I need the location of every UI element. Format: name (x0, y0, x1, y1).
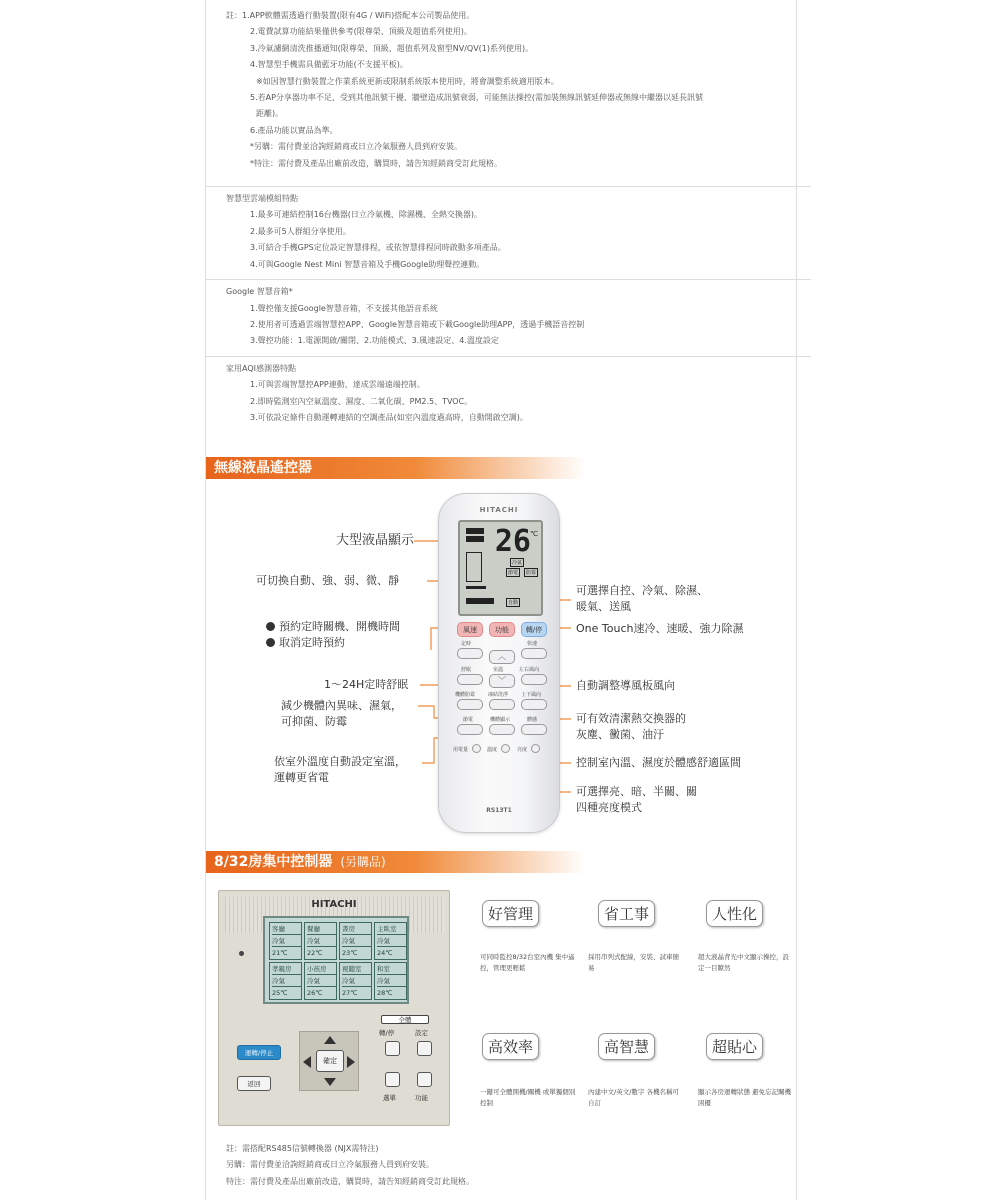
controller-function-label: 功能 (415, 1094, 428, 1102)
aqi-item: 3.可依設定條件自動運轉連結的空調產品(如室內溫度過高時，自動開啟空調)。 (250, 412, 528, 422)
note-line: ※如因智慧行動裝置之作業系統更新或限制系統版本使用時，將會調整系統適用版本。 (256, 76, 559, 86)
section-controller-title: 8/32房集中控制器 (214, 854, 333, 870)
annotation-timer-cancel: 取消定時預約 (266, 635, 345, 651)
controller-set-label: 設定 (415, 1029, 428, 1037)
note-line: 另購：需付費並洽詢經銷商或日立冷氣服務人員到府安裝。 (226, 1160, 434, 1170)
wifi-module-item: 3.可結合手機GPS定位設定智慧排程，或依智慧排程同時啟動多項產品。 (250, 243, 506, 253)
google-item: 1.聲控僅支援Google智慧音箱，不支援其他語音系統 (250, 303, 438, 313)
note-line: 距離)。 (256, 109, 284, 119)
aqi-item: 1.可與雲端智慧控APP連動，達成雲端遠端控制。 (250, 380, 425, 390)
google-title: Google 智慧音箱* (226, 287, 293, 297)
annotation-feel: 控制室內溫、濕度於體感舒適區間 (576, 756, 741, 769)
note-line: 4.智慧型手機需具備藍牙功能(不支援平板)。 (250, 60, 408, 70)
feature-desc: 可同時監控8/32台室內機 集中遙控，管理更輕鬆 (480, 953, 575, 972)
wifi-module-item: 2.最多可5人群組分享使用。 (250, 226, 351, 236)
room-cell: 主臥室 冷氣 24℃ (374, 922, 407, 960)
note-line: 特注：需付費及產品出廠前改造，購買時，請告知經銷商受訂此規格。 (226, 1176, 474, 1186)
remote-feel-label: 體感 (527, 717, 538, 723)
temp-down-button[interactable]: ﹀ (489, 674, 515, 688)
spec-page (205, 0, 797, 1200)
central-controller (218, 890, 450, 1126)
feature-desc: 顯示各房運轉狀態 避免忘記關機困擾 (698, 1088, 792, 1107)
feature-item (698, 1033, 792, 1107)
remote-display-button[interactable] (489, 724, 515, 735)
feature-desc: 超大液晶背光中文顯示操控，設定一目瞭然 (698, 953, 789, 972)
remote-function-button[interactable]: 功能 (489, 622, 515, 637)
annotation-brightness-2: 四種亮度模式 (576, 801, 642, 814)
remote-sleep-button[interactable] (457, 674, 483, 685)
controller-select-button[interactable] (385, 1072, 400, 1087)
section-controller-header (206, 851, 586, 873)
remote-fast-button[interactable] (521, 648, 547, 659)
room-cell: 小孩房 冷氣 26℃ (304, 962, 337, 1000)
aqi-title: 家用AQI感測器特點 (226, 363, 296, 373)
room-cell: 客廳 冷氣 21℃ (269, 922, 302, 960)
feature-title: 高效率 (482, 1033, 539, 1060)
wifi-module-item: 4.可與Google Nest Mini 智慧音箱及手機Google助理聲控連動。 (250, 259, 485, 269)
room-cell: 視聽室 冷氣 27℃ (339, 962, 372, 1000)
remote-sleep-label: 舒眠 (461, 667, 472, 673)
feature-item (480, 900, 575, 972)
remote-brightness-button[interactable] (531, 744, 540, 753)
annotation-save-2: 運轉更省電 (274, 771, 329, 784)
controller-screen (263, 916, 409, 1004)
remote-temp-label: 溫度 (487, 747, 498, 753)
wifi-module-item: 1.最多可連結控制16台機器(日立冷氣機、除濕機、全熱交換器)。 (250, 210, 483, 220)
feature-desc: 一鍵可全體開機/關機 或單獨個別控制 (480, 1088, 576, 1107)
feature-desc: 內建中文/英文/數字 各機名稱可自訂 (588, 1088, 679, 1107)
controller-onoff-label: 轉/停 (379, 1029, 395, 1037)
controller-select-label: 選單 (383, 1094, 396, 1102)
annotation-mode-2: 暖氣、送風 (576, 600, 631, 613)
arrow-left-icon[interactable] (303, 1056, 311, 1068)
note-line: *另購：需付費並洽詢經銷商或日立冷氣服務人員到府安裝。 (250, 142, 462, 152)
annotation-onetouch: One Touch速冷、速暖、強力除濕 (576, 622, 744, 635)
remote-brightness-label: 亮度 (517, 747, 528, 753)
feature-title: 人性化 (706, 900, 763, 927)
footer-notes (226, 1141, 474, 1190)
controller-brand: HITACHI (311, 899, 357, 910)
note-line: 6.產品功能以實品為準。 (250, 125, 338, 135)
arrow-up-icon[interactable] (324, 1036, 336, 1044)
note-line: 5.若AP分享器功率不足、受到其他訊號干擾、牆壁造成訊號衰弱，可能無法操控(需加裝無線訊號延伸器或無線中繼器以延長訊號 (250, 93, 704, 103)
feature-item (588, 1033, 679, 1107)
feature-item (588, 900, 679, 972)
controller-ok-button[interactable]: 確定 (316, 1050, 344, 1072)
feature-item (698, 900, 789, 972)
note-line: 3.冷氣濾網清洗推播通知(限尊榮、頂級、超值系列及窗型NV/QV(1)系列使用)。 (250, 43, 534, 53)
annotation-brightness-1: 可選擇亮、暗、半關、關 (576, 785, 697, 798)
remote-save-label: 節電 (463, 717, 474, 723)
annotation-louver: 自動調整導風板風向 (576, 679, 675, 692)
room-cell: 書房 冷氣 23℃ (339, 922, 372, 960)
annotation-speed: 可切換自動、強、弱、微、靜 (256, 574, 399, 587)
remote-timer-label: 定時 (461, 641, 472, 647)
remote-display-label: 機體顯示 (490, 717, 511, 723)
feature-title: 超貼心 (706, 1033, 763, 1060)
annotation-mold-1: 減少機體內異味、濕氣， (281, 699, 402, 712)
annotation-sleep: 1～24H定時舒眠 (324, 678, 409, 691)
controller-set-button[interactable] (417, 1041, 432, 1056)
feature-title: 省工事 (598, 900, 655, 927)
temp-up-button[interactable]: ︿ (489, 650, 515, 664)
google-item: 3.聲控功能：1.電源開啟/關閉、2.功能模式、3.風速設定、4.溫度設定 (250, 336, 499, 346)
remote-temp-button[interactable] (501, 744, 510, 753)
annotation-mode-1: 可選擇自控、冷氣、除濕、 (576, 584, 708, 597)
remote-lr-label: 左右風向 (519, 667, 540, 673)
remote-brand: HITACHI (479, 506, 519, 514)
note-line: 註：1.APP軟體需透過行動裝置(限有4G / WiFi)搭配本公司製品使用。 (226, 11, 475, 20)
remote-speed-button[interactable]: 風速 (457, 622, 483, 637)
controller-run-stop-button[interactable]: 運轉/停止 (237, 1045, 281, 1060)
remote-power-usage-button[interactable] (472, 744, 481, 753)
lcd-temperature: 26 (494, 524, 531, 559)
remote-ud-button[interactable] (521, 699, 547, 710)
remote-room-label: 室溫 (493, 667, 504, 673)
remote-power-usage-label: 用電量 (453, 747, 469, 753)
remote-control (438, 493, 560, 833)
remote-feel-button[interactable] (521, 724, 547, 735)
feature-title: 高智慧 (598, 1033, 655, 1060)
lcd-unit: ℃ (530, 530, 538, 538)
remote-mold-button[interactable] (457, 699, 483, 710)
annotation-clean-2: 灰塵、黴菌、油汙 (576, 728, 664, 741)
arrow-right-icon[interactable] (347, 1056, 355, 1068)
aqi-item: 2.即時監測室內空氣溫度、濕度、二氧化碳、PM2.5、TVOC。 (250, 396, 473, 406)
controller-all-button[interactable]: 全體 (381, 1015, 429, 1024)
remote-lcd: 26 ℃ 冷氣 節電 防霉 自動 (458, 520, 543, 616)
indicator-led (239, 951, 244, 956)
feature-item (480, 1033, 576, 1107)
arrow-down-icon[interactable] (324, 1078, 336, 1086)
controller-function-button[interactable] (417, 1072, 432, 1087)
note-line: *特注：需付費及產品出廠前改造，購買時，請告知經銷商受訂此規格。 (250, 158, 502, 168)
feature-title: 好管理 (482, 900, 539, 927)
remote-fast-label: 快速 (527, 641, 538, 647)
controller-dpad (299, 1031, 359, 1091)
bullet-icon (266, 622, 275, 631)
remote-power-button[interactable]: 轉/停 (521, 622, 547, 637)
annotation-save-1: 依室外溫度自動設定室溫， (274, 755, 406, 768)
remote-timer-button[interactable] (457, 648, 483, 659)
annotation-clean-1: 可有效清潔熱交換器的 (576, 712, 686, 725)
bullet-icon (266, 638, 275, 647)
remote-freeze-button[interactable] (489, 699, 515, 710)
controller-onoff-button[interactable] (385, 1041, 400, 1056)
annotation-mold-2: 可抑菌、防霉 (281, 715, 347, 728)
remote-model: RS13T1 (486, 807, 512, 814)
annotation-timer: 預約定時關機、開機時間 (266, 619, 400, 635)
remote-freeze-label: 凍結洗淨 (488, 692, 509, 698)
wifi-module-title: 智慧型雲端模組特點 (226, 194, 298, 204)
google-item: 2.使用者可透過雲端智慧控APP、Google智慧音箱或下載Google助理APP，透過手機語音控制 (250, 319, 585, 329)
note-line: 2.電費試算功能結果僅供參考(限尊榮、頂級及超值系列使用)。 (250, 27, 472, 37)
room-cell: 和室 冷氣 28℃ (374, 962, 407, 1000)
section-controller-suffix: (另購品) (340, 855, 386, 869)
room-cell: 孝親房 冷氣 25℃ (269, 962, 302, 1000)
annotation-lcd: 大型液晶顯示 (336, 533, 415, 548)
section-remote-title: 無線液晶遙控器 (214, 460, 312, 476)
note-line: 註：需搭配RS485信號轉換器 (NJX需特注) (226, 1144, 379, 1153)
remote-lr-button[interactable] (521, 674, 547, 685)
remote-ud-label: 上下風向 (521, 692, 542, 698)
remote-save-button[interactable] (457, 724, 483, 735)
controller-back-button[interactable]: 返回 (237, 1076, 271, 1091)
feature-desc: 採用串列式配線，安裝、試車簡易 (588, 953, 679, 972)
room-cell: 餐廳 冷氣 22℃ (304, 922, 337, 960)
remote-mold-label: 機體防霉 (455, 692, 476, 698)
